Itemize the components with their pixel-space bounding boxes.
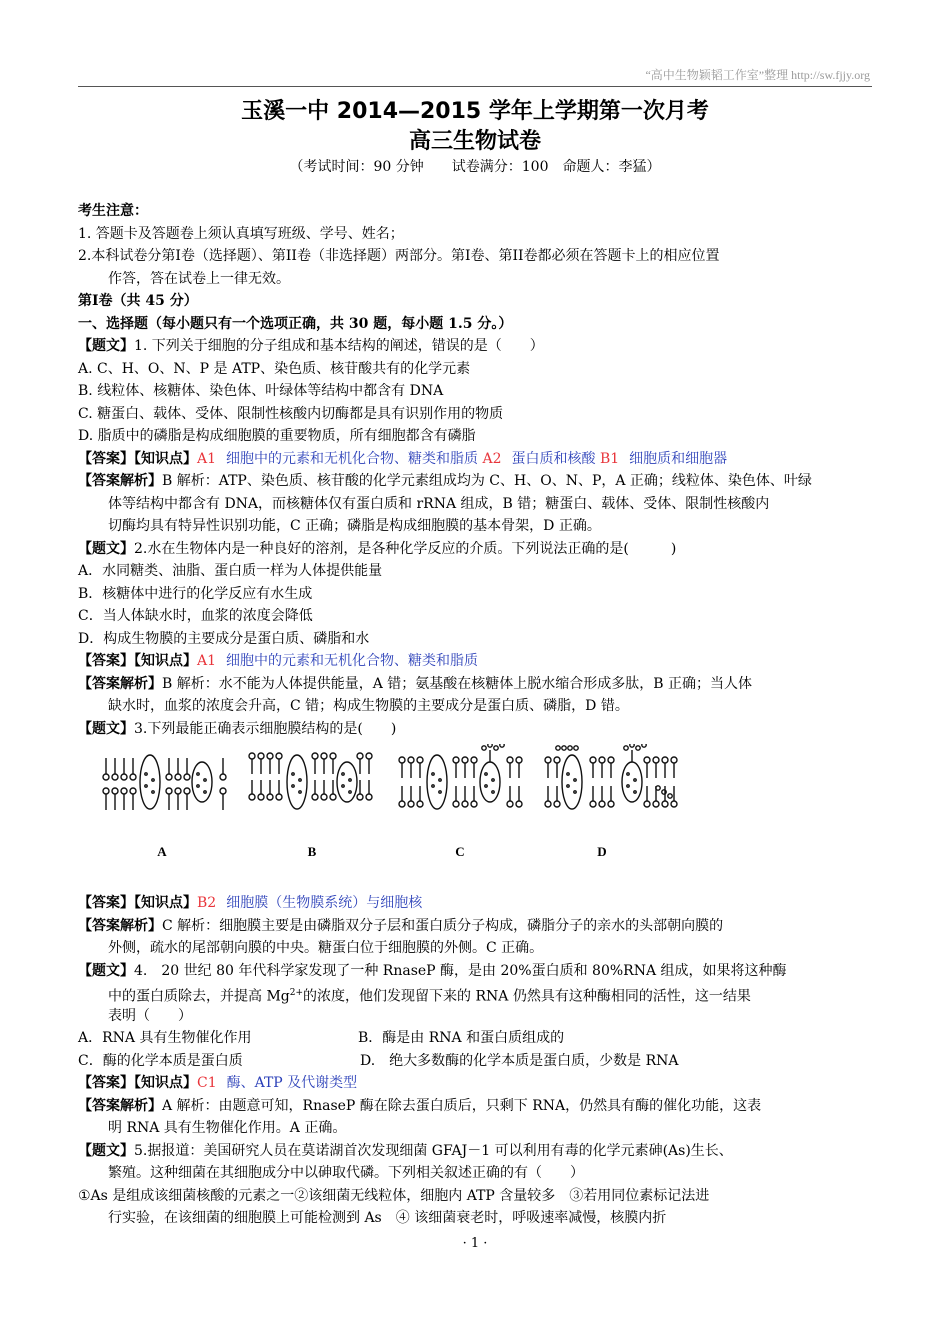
figure-label-d: D bbox=[597, 844, 607, 859]
exam-info: （考试时间：90 分钟 试卷满分：100 命题人：李猛） bbox=[289, 159, 661, 175]
explanation-cont: 明 RNA 具有生物催化作用。A 正确。 bbox=[108, 1120, 347, 1136]
stem-label: 【题文】 bbox=[78, 1142, 134, 1159]
section-intro: 一、选择题（每小题只有一个选项正确，共 30 题，每小题 1.5 分。） bbox=[78, 315, 513, 332]
answer-explanation bbox=[78, 1095, 876, 1118]
kp-code: B1 bbox=[599, 450, 620, 467]
kp-label: 【知识点】 bbox=[134, 1075, 197, 1091]
explanation-cont: 切酶均具有特异性识别功能，C 正确；磷脂是构成细胞膜的基本骨架，D 正确。 bbox=[108, 518, 601, 534]
option-a: A．RNA 具有生物催化作用 bbox=[78, 1030, 252, 1046]
question-text: 2.水在生物体内是一种良好的溶剂，是各种化学反应的介质。下列说法正确的是( ) bbox=[134, 540, 677, 557]
option-d: D．构成生物膜的主要成分是蛋白质、磷脂和水 bbox=[78, 630, 370, 647]
knowledge-point-line bbox=[78, 1072, 876, 1095]
question-text: 3.下列最能正确表示细胞膜结构的是( ) bbox=[134, 720, 397, 737]
option-d: D. 绝大多数酶的化学本质是蛋白质，少数是 RNA bbox=[360, 1052, 679, 1069]
notes-heading: 考生注意： bbox=[78, 203, 148, 219]
option-a: A．水同糖类、油脂、蛋白质一样为人体提供能量 bbox=[78, 563, 383, 579]
explanation-text: B 解析：水不能为人体提供能量，A 错；氨基酸在核糖体上脱水缩合形成多肽，B 正确；当人体 bbox=[162, 675, 753, 692]
knowledge-point-line bbox=[78, 650, 876, 673]
kp-text: 细胞膜（生物膜系统）与细胞核 bbox=[226, 895, 423, 911]
explanation-text: A 解析：由题意可知，RnaseP 酶在除去蛋白质后，只剩下 RNA，仍然具有酶的催化功能，这表 bbox=[162, 1097, 762, 1114]
kp-code: A1 bbox=[197, 450, 217, 467]
question-text: 中的蛋白质除去，并提高 Mg bbox=[108, 988, 290, 1005]
answer-label: 【答案】 bbox=[78, 1075, 134, 1091]
option-b: B. 线粒体、核糖体、染色体、叶绿体等结构中都含有 DNA bbox=[78, 383, 444, 399]
kp-code: B2 bbox=[197, 895, 217, 911]
option-c: C．酶的化学本质是蛋白质 bbox=[78, 1052, 243, 1069]
option-c: C．当人体缺水时，血浆的浓度会降低 bbox=[78, 608, 313, 624]
question-4-stem bbox=[78, 960, 876, 983]
section-title: 第I卷（共 45 分） bbox=[78, 293, 198, 309]
exam-subject-title: 高三生物试卷 bbox=[408, 129, 541, 154]
option-a: A. C、H、O、N、P 是 ATP、染色质、核苷酸共有的化学元素 bbox=[78, 360, 471, 377]
stem-label: 【题文】 bbox=[78, 962, 134, 979]
stem-label: 【题文】 bbox=[78, 720, 134, 737]
option-c: C. 糖蛋白、载体、受体、限制性核酸内切酶都是具有识别作用的物质 bbox=[78, 405, 504, 422]
answer-explanation bbox=[78, 470, 876, 493]
option-d: D. 脂质中的磷脂是构成细胞膜的重要物质，所有细胞都含有磷脂 bbox=[78, 428, 476, 444]
kp-label: 【知识点】 bbox=[134, 653, 197, 669]
kp-code: A1 bbox=[197, 653, 217, 669]
question-text: 1. 下列关于细胞的分子组成和基本结构的阐述，错误的是（ ） bbox=[134, 338, 544, 354]
explanation-text: C 解析：细胞膜主要是由磷脂双分子层和蛋白质分子构成，磷脂分子的亲水的头部朝向膜的 bbox=[162, 917, 724, 934]
page-header-text: “高中生物颖韬工作室”整理 http://sw.fjjy.org bbox=[645, 68, 870, 82]
question-text-cont: 繁殖。这种细菌在其细胞成分中以砷取代磷。下列相关叙述正确的有（ ） bbox=[108, 1165, 584, 1181]
statement-options: ①As 是组成该细菌核酸的元素之一②该细菌无线粒体，细胞内 ATP 含量较多 ③若用同位素标记法进 bbox=[78, 1187, 710, 1204]
question-text-cont: 表明（ ） bbox=[108, 1007, 192, 1024]
kp-text: 细胞质和细胞器 bbox=[629, 450, 728, 467]
question-text: 5.据报道：美国研究人员在莫诺湖首次发现细菌 GFAJ－1 可以利用有毒的化学元素砷(As)生长、 bbox=[134, 1142, 733, 1159]
answer-explanation bbox=[78, 915, 876, 938]
page-number: · 1 · bbox=[462, 1236, 488, 1251]
knowledge-point-line bbox=[78, 448, 876, 471]
question-2-stem bbox=[78, 538, 876, 561]
stem-label: 【题文】 bbox=[78, 540, 134, 557]
figure-label-a: A bbox=[157, 844, 167, 859]
kp-text: 蛋白质和核酸 bbox=[511, 450, 596, 467]
statement-options-cont: 行实验，在该细菌的细胞膜上可能检测到 As ④ 该细菌衰老时，呼吸速率减慢，核膜内折 bbox=[108, 1210, 667, 1226]
membrane-figure bbox=[78, 740, 876, 892]
question-3-stem bbox=[78, 718, 876, 741]
question-text-cont bbox=[78, 982, 876, 1005]
explanation-label: 【答案解析】 bbox=[78, 1097, 162, 1114]
knowledge-point-line bbox=[78, 892, 876, 915]
answer-label: 【答案】 bbox=[78, 450, 134, 467]
kp-code: A2 bbox=[482, 450, 502, 467]
exam-content bbox=[78, 200, 876, 1230]
options-row bbox=[78, 1050, 876, 1073]
membrane-diagrams bbox=[102, 744, 702, 864]
question-5-stem bbox=[78, 1140, 876, 1163]
kp-code: C1 bbox=[197, 1075, 217, 1091]
option-b: B．酶是由 RNA 和蛋白质组成的 bbox=[358, 1030, 565, 1046]
explanation-label: 【答案解析】 bbox=[78, 917, 162, 934]
kp-label: 【知识点】 bbox=[134, 895, 197, 911]
kp-text: 细胞中的元素和无机化合物、糖类和脂质 bbox=[226, 653, 479, 669]
explanation-label: 【答案解析】 bbox=[78, 473, 162, 489]
note-2-cont: 作答，答在试卷上一律无效。 bbox=[108, 270, 290, 287]
kp-text: 酶、ATP 及代谢类型 bbox=[226, 1075, 358, 1091]
explanation-label: 【答案解析】 bbox=[78, 675, 162, 692]
explanation-cont: 外侧，疏水的尾部朝向膜的中央。糖蛋白位于细胞膜的外侧。C 正确。 bbox=[108, 940, 544, 956]
note-1: 1. 答题卡及答题卷上须认真填写班级、学号、姓名； bbox=[78, 225, 404, 242]
explanation-cont: 体等结构中都含有 DNA，而核糖体仅有蛋白质和 rRNA 组成，B 错；糖蛋白、载体、受体、限制性核酸内 bbox=[108, 495, 770, 512]
figure-label-b: B bbox=[307, 844, 317, 859]
exam-title: 玉溪一中 2014—2015 学年上学期第一次月考 bbox=[241, 99, 709, 124]
question-text: 4. 20 世纪 80 年代科学家发现了一种 RnaseP 酶，是由 20%蛋白质和 80%RNA 组成，如果将这种酶 bbox=[134, 962, 787, 979]
question-1-stem bbox=[78, 335, 876, 358]
answer-label: 【答案】 bbox=[78, 895, 134, 911]
explanation-cont: 缺水时，血浆的浓度会升高，C 错；构成生物膜的主要成分是蛋白质、磷脂，D 错。 bbox=[108, 698, 629, 714]
explanation-text: B 解析：ATP、染色质、核苷酸的化学元素组成均为 C、H、O、N、P，A 正确；线粒体、染色体、叶绿 bbox=[162, 473, 812, 489]
answer-explanation bbox=[78, 673, 876, 696]
answer-label: 【答案】 bbox=[78, 653, 134, 669]
question-text: 的浓度，他们发现留下来的 RNA 仍然具有这种酶相同的活性，这一结果 bbox=[303, 988, 751, 1005]
note-2: 2.本科试卷分第I卷（选择题）、第II卷（非选择题）两部分。第I卷、第II卷都必须在答题卡上的相应位置 bbox=[78, 248, 720, 264]
options-row bbox=[78, 1027, 876, 1050]
kp-text: 细胞中的元素和无机化合物、糖类和脂质 bbox=[226, 450, 479, 467]
option-b: B．核糖体中进行的化学反应有水生成 bbox=[78, 585, 313, 602]
kp-label: 【知识点】 bbox=[134, 450, 197, 467]
figure-label-c: C bbox=[455, 844, 465, 859]
stem-label: 【题文】 bbox=[78, 338, 134, 354]
superscript: 2+ bbox=[289, 988, 304, 998]
header-rule bbox=[78, 86, 872, 87]
